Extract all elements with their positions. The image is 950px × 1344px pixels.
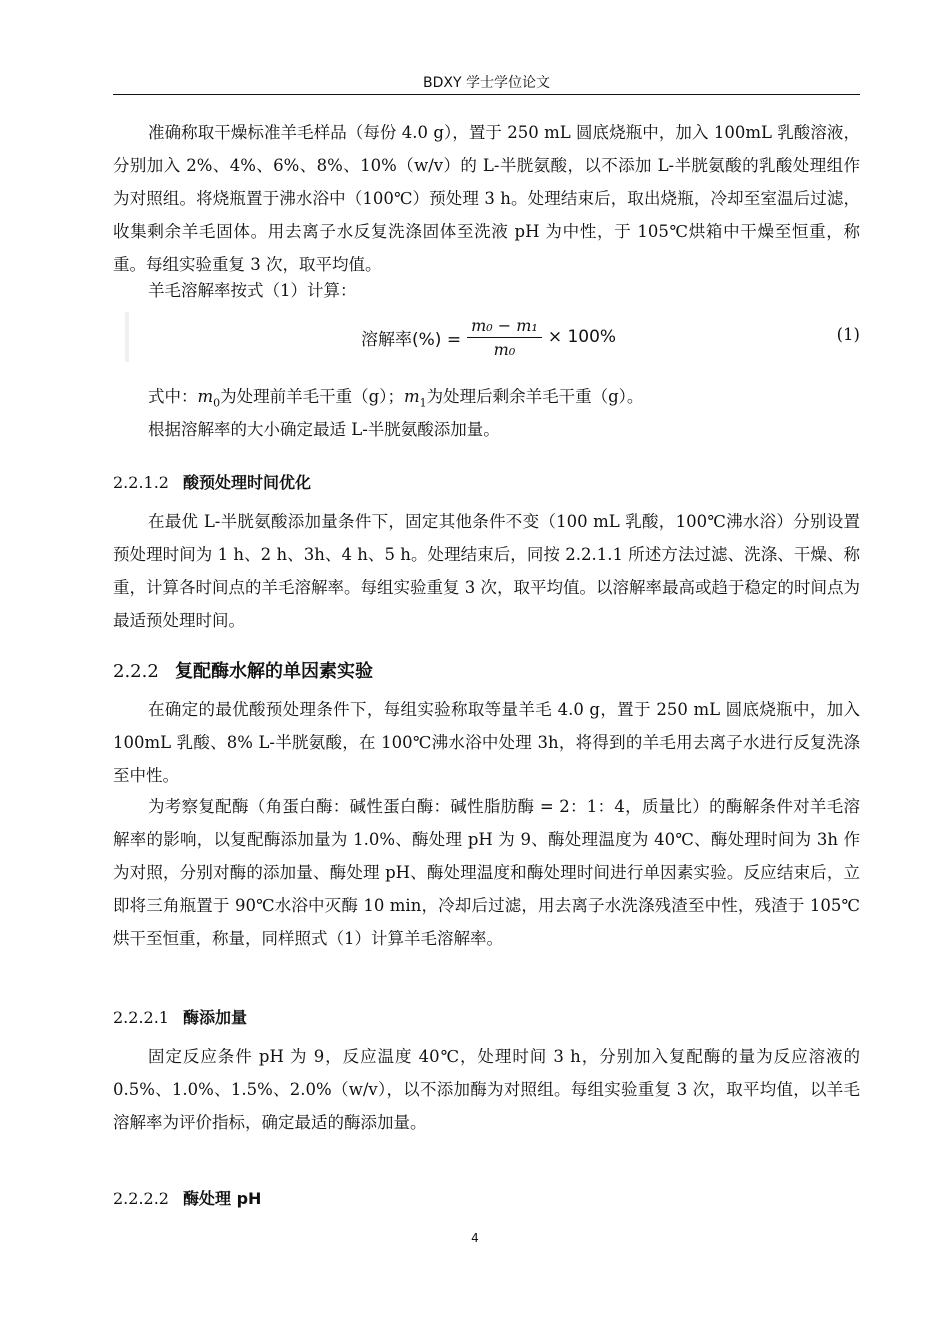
equation-rhs: × 100% bbox=[547, 327, 617, 347]
equation-number: (1) bbox=[836, 325, 860, 344]
equation-denominator: m₀ bbox=[493, 339, 516, 359]
equation-margin-bar bbox=[125, 312, 129, 362]
paragraph-sample-prep: 准确称取干燥标准羊毛样品（每份 4.0 g），置于 250 mL 圆底烧瓶中，加入 100mL 乳酸溶液，分别加入 2%、4%、6%、8%、10%（w/v）的 L-半胱氨酸，以不添加 L-半胱氨酸的乳酸处理组作为对照组。将烧瓶置于沸水浴中（100℃）预处理 3 h。处理结束后，取出烧瓶，冷却至室温后过滤，收集剩余羊毛固体。用去离子水反复洗涤固体至洗液 pH 为中性，于 105℃烘箱中干燥至恒重，称重。每组实验重复 3 次，取平均值。 bbox=[113, 123, 860, 274]
heading-2-2-2-2: 2.2.2.2 酶处理 pH bbox=[113, 1189, 262, 1208]
page-number: 4 bbox=[471, 1231, 479, 1245]
heading-2-2-2: 2.2.2 复配酶水解的单因素实验 bbox=[113, 661, 373, 682]
page-header: BDXY 学士学位论文 bbox=[423, 75, 550, 91]
header-rule bbox=[113, 94, 860, 95]
paragraph-variable-definitions: 式中：$m_0$为处理前羊毛干重（g）；$m_1$为处理后剩余羊毛干重（g）。 bbox=[148, 387, 644, 410]
equation-numerator: m₀ − m₁ bbox=[467, 316, 542, 338]
paragraph-formula-intro: 羊毛溶解率按式（1）计算： bbox=[148, 281, 357, 300]
paragraph-enzyme-dosage: 固定反应条件 pH 为 9，反应温度 40℃，处理时间 3 h，分别加入复配酶的量为反应溶液的 0.5%、1.0%、1.5%、2.0%（w/v），以不添加酶为对照组。每组实验重复 3 次，取平均值，以羊毛溶解率为评价指标，确定最适的酶添加量。 bbox=[113, 1047, 860, 1132]
heading-2-2-2-1: 2.2.2.1 酶添加量 bbox=[113, 1008, 248, 1027]
paragraph-determine-optimum: 根据溶解率的大小确定最适 L-半胱氨酸添加量。 bbox=[148, 420, 500, 439]
equation-fraction bbox=[467, 316, 542, 359]
paragraph-enzyme-setup: 在确定的最优酸预处理条件下，每组实验称取等量羊毛 4.0 g，置于 250 mL 圆底烧瓶中，加入 100mL 乳酸、8% L-半胱氨酸，在 100℃沸水浴中处理 3h，将得到的羊毛用去离子水进行反复洗涤至中性。 bbox=[113, 700, 860, 785]
heading-2-2-1-2: 2.2.1.2 酸预处理时间优化 bbox=[113, 473, 312, 492]
equation-lhs: 溶解率(%) = bbox=[361, 329, 462, 350]
equation-dissolution-rate bbox=[113, 312, 860, 362]
equation-body bbox=[361, 312, 616, 362]
paragraph-enzyme-conditions: 为考察复配酶（角蛋白酶：碱性蛋白酶：碱性脂肪酶 = 2：1：4，质量比）的酶解条件对羊毛溶解率的影响，以复配酶添加量为 1.0%、酶处理 pH 为 9、酶处理温度为 40℃、酶处理时间为 3h 作为对照，分别对酶的添加量、酶处理 pH、酶处理温度和酶处理时间进行单因素实验。反应结束后，立即将三角瓶置于 90℃水浴中灭酶 10 min，冷却后过滤，用去离子水洗涤残渣至中性，残渣于 105℃烘干至恒重，称量，同样照式（1）计算羊毛溶解率。 bbox=[113, 797, 860, 948]
paragraph-pretreatment-time: 在最优 L-半胱氨酸添加量条件下，固定其他条件不变（100 mL 乳酸，100℃沸水浴）分别设置预处理时间为 1 h、2 h、3h、4 h、5 h。处理结束后，同按 2.2.1.1 所述方法过滤、洗涤、干燥、称重，计算各时间点的羊毛溶解率。每组实验重复 3 次，取平均值。以溶解率最高或趋于稳定的时间点为最适预处理时间。 bbox=[113, 512, 860, 630]
